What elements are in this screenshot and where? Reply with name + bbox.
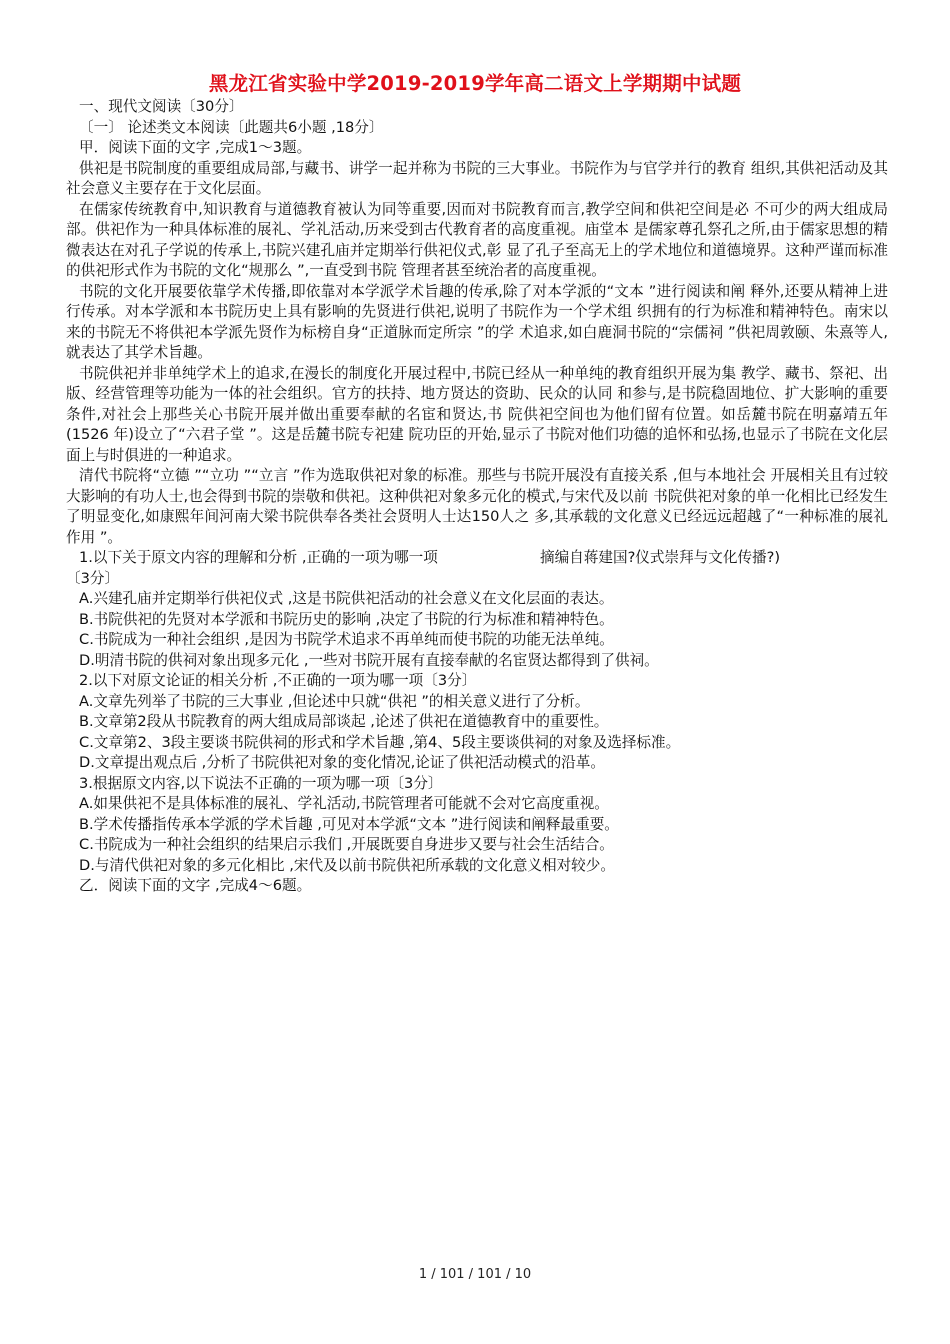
question-2-option-d: D.文章提出观点后 ,分析了书院供祀对象的变化情况,论证了供祀活动模式的沿革。 <box>79 754 605 771</box>
passage-paragraph-1: 供祀是书院制度的重要组成局部,与藏书、讲学一起并称为书院的三大事业。书院作为与官学并行的教育 组织,其供祀活动及其社会意义主要存在于文化层面。 <box>66 159 888 197</box>
question-1-option-b: B.书院供祀的先贤对本学派和书院历史的影响 ,决定了书院的行为标准和精神特色。 <box>79 610 614 628</box>
question-2-option-b: B.文章第2段从书院教育的两大组成局部谈起 ,论述了供祀在道德教育中的重要性。 <box>79 713 609 730</box>
question-3-option-a: A.如果供祀不是具体标准的展礼、学礼活动,书院管理者可能就不会对它高度重视。 <box>79 795 609 812</box>
question-3-option-b: B.学术传播指传承本学派的学术旨趣 ,可见对本学派“文本 ”进行阅读和阐释最重要。 <box>79 815 619 833</box>
part-a-instruction: 甲．阅读下面的文字 ,完成1～3题。 <box>79 139 312 156</box>
question-1-stem: 1.以下关于原文内容的理解和分析 ,正确的一项为哪一项 <box>79 549 438 566</box>
question-2-option-a: A.文章先列举了书院的三大事业 ,但论述中只就“供祀 ”的相关意义进行了分析。 <box>79 692 590 710</box>
question-2-option-c: C.文章第2、3段主要谈书院供祠的形式和学术旨趣 ,第4、5段主要谈供祠的对象及选择标准。 <box>79 733 681 751</box>
passage-paragraph-3: 书院的文化开展要依靠学术传播,即依靠对本学派学术旨趣的传承,除了对本学派的“文本 ”进行阅读和阐 释外,还要从精神上进行传承。对本学派和本书院历史上具有影响的先贤进行供祀,说明了书院作为一个学术组 织拥有的行为标准和精神特色。南宋以来的书院无不将供祀本学派先贤作为标榜自身“正道脉而定所宗 ”的学 术追求,如白鹿洞书院的“宗儒祠 ”供祀周敦颐、朱熹等人,就表达了其学术旨趣。 <box>66 282 888 361</box>
question-3-stem: 3.根据原文内容,以下说法不正确的一项为哪一项〔3分〕 <box>79 774 443 792</box>
question-1-option-d: D.明清书院的供祠对象出现多元化 ,一些对书院开展有直接奉献的名宦贤达都得到了供祠。 <box>79 651 659 669</box>
question-3-option-c: C.书院成为一种社会组织的结果启示我们 ,开展既要自身进步又要与社会生活结合。 <box>79 836 614 853</box>
question-3-option-d: D.与清代供祀对象的多元化相比 ,宋代及以前书院供祀所承载的文化意义相对较少。 <box>79 856 615 874</box>
question-2-stem: 2.以下对原文论证的相关分析 ,不正确的一项为哪一项〔3分〕 <box>79 672 477 689</box>
passage-paragraph-2: 在儒家传统教育中,知识教育与道德教育被认为同等重要,因而对书院教育而言,教学空间和供祀空间是必 不可少的两大组成局部。供祀作为一种具体标准的展礼、学礼活动,历来受到古代教育者的高度重视。庙堂本 是儒家尊孔祭孔之所,由于儒家思想的精微表达在对孔子学说的传承上,书院兴建孔庙并定期举行供祀仪式,彰 显了孔子至高无上的学术地位和道德境界。这种严谨而标准的供祀形式作为书院的文化“规那么 ”,一直受到书院 管理者甚至统治者的高度重视。 <box>66 200 888 279</box>
passage-paragraph-4: 书院供祀并非单纯学术上的追求,在漫长的制度化开展过程中,书院已经从一种单纯的教育组织开展为集 教学、藏书、祭祀、出版、经营管理等功能为一体的社会组织。官方的扶持、地方贤达的资助、民众的认同 和参与,是书院稳固地位、扩大影响的重要条件,对社会上那些关心书院开展并做出重要奉献的名宦和贤达,书 院供祀空间也为他们留有位置。如岳麓书院在明嘉靖五年(1526 年)设立了“六君子堂 ”。这是岳麓书院专祀建 院功臣的开始,显示了书院对他们功德的追怀和弘扬,也显示了书院在文化层面上与时俱进的一种追求。 <box>66 364 888 464</box>
passage-paragraph-5: 清代书院将“立德 ”“立功 ”“立言 ”作为选取供祀对象的标准。那些与书院开展没有直接关系 ,但与本地社会 开展相关且有过较大影响的有功人士,也会得到书院的崇敬和供祀。这种供祀对象多元化的模式,与宋代及以前 书院供祀对象的单一化相比已经发生了明显变化,如康熙年间河南大梁书院供奉各类社会贤明人士达150人之 多,其承载的文化意义已经远远超越了“一种标准的展礼作用 ”。 <box>66 467 888 546</box>
question-1-score: 〔3分〕 <box>66 569 120 587</box>
part-b-instruction: 乙．阅读下面的文字 ,完成4～6题。 <box>79 877 312 894</box>
question-1-option-a: A.兴建孔庙并定期举行供祀仪式 ,这是书院供祀活动的社会意义在文化层面的表达。 <box>79 590 614 607</box>
passage-source-note: 摘编自蒋建国?仪式崇拜与文化传播?) <box>540 549 781 566</box>
document-title: 黑龙江省实验中学2019-2019学年高二语文上学期期中试题 <box>208 72 742 95</box>
section-heading: 一、现代文阅读〔30分〕 <box>79 98 244 115</box>
subsection-heading: 〔一〕 论述类文本阅读〔此题共6小题 ,18分〕 <box>79 118 384 136</box>
question-1-stem-row <box>66 548 888 569</box>
document-body <box>66 97 888 897</box>
question-1-option-c: C.书院成为一种社会组织 ,是因为书院学术追求不再单纯而使书院的功能无法单纯。 <box>79 631 614 648</box>
page-number: 1 / 101 / 101 / 10 <box>418 1267 532 1282</box>
